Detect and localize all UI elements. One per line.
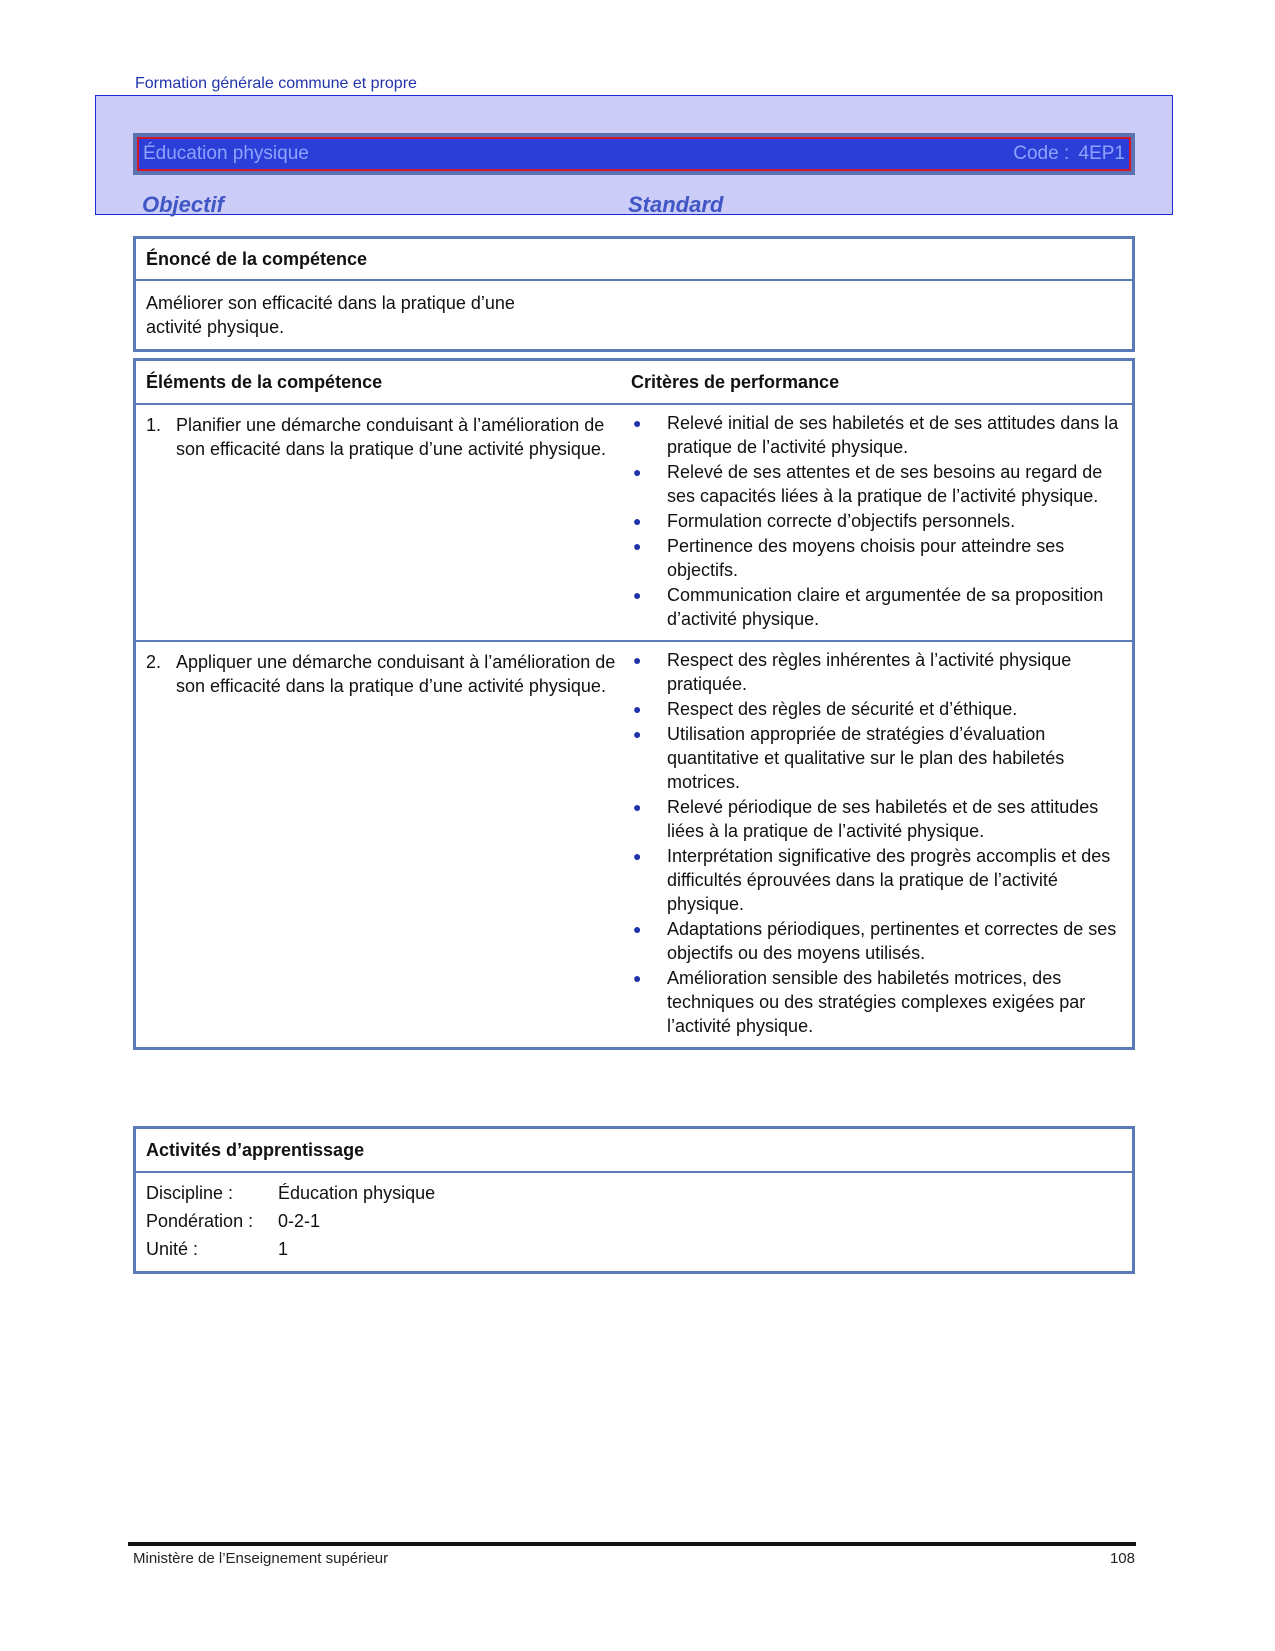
bullet-icon: ● xyxy=(633,415,642,431)
course-title-word-2: physique xyxy=(232,143,309,164)
activite-row xyxy=(146,1179,1122,1207)
activites-heading: Activités d’apprentissage xyxy=(136,1129,1132,1173)
program-label: Formation générale commune et propre xyxy=(135,75,417,92)
criterion-item: ● Relevé périodique de ses habiletés et de ses attitudes liées à la pratique de l’activité physique. xyxy=(633,797,1099,841)
criterion-item: ● Relevé initial de ses habiletés et de ses attitudes dans la pratique de l’activité physique. xyxy=(633,413,1119,457)
enonce-heading: Énoncé de la compétence xyxy=(136,239,1132,281)
footer-ministry: Ministère de l’Enseignement supérieur xyxy=(133,1550,389,1567)
activite-row xyxy=(146,1207,1122,1235)
criteria-list xyxy=(631,642,1122,1047)
bullet-icon: ● xyxy=(633,464,642,480)
course-code xyxy=(1009,143,1125,165)
criteria-list xyxy=(631,405,1122,640)
criterion-item: ● Communication claire et argumentée de sa proposition d’activité physique. xyxy=(633,585,1104,629)
bullet-icon: ● xyxy=(633,513,642,529)
activite-key: Discipline : xyxy=(146,1183,234,1203)
bullet-icon: ● xyxy=(633,587,642,603)
criterion-item: ● Respect des règles de sécurité et d’éthique. xyxy=(633,699,1018,719)
element-text xyxy=(146,405,631,461)
bullet-icon: ● xyxy=(633,538,642,554)
criterion-item: ● Adaptations périodiques, pertinentes et correctes de ses objectifs ou des moyens utilisés. xyxy=(633,919,1117,963)
element-row xyxy=(136,642,1132,1047)
activite-row xyxy=(146,1235,1122,1263)
elements-box xyxy=(133,358,1135,1050)
criterion-item: ● Relevé de ses attentes et de ses besoins au regard de ses capacités liées à la pratique de l’activité physique. xyxy=(633,462,1103,506)
page-footer xyxy=(133,1550,1135,1567)
activites-box xyxy=(133,1126,1135,1274)
criterion-item: ● Interprétation significative des progrès accomplis et des difficultés éprouvées dans la pratique de l’activité physique. xyxy=(633,846,1111,914)
standard-label: Standard xyxy=(628,192,724,217)
elements-header xyxy=(136,361,1132,405)
course-code-label: Code : xyxy=(1013,143,1070,164)
enonce-line: activité physique. xyxy=(146,317,285,337)
bullet-icon: ● xyxy=(633,970,642,986)
course-title xyxy=(143,143,309,165)
course-title-inner xyxy=(137,137,1131,171)
course-title-word-1: Éducation xyxy=(143,143,228,164)
enonce-box xyxy=(133,236,1135,352)
elements-heading: Éléments de la compétence xyxy=(146,371,383,392)
activite-value: 0-2-1 xyxy=(278,1211,321,1231)
enonce-line: Améliorer son efficacité dans la pratique d’une xyxy=(146,293,515,313)
criterion-item: ● Pertinence des moyens choisis pour atteindre ses objectifs. xyxy=(633,536,1065,580)
criterion-item: ● Respect des règles inhérentes à l’activité physique pratiquée. xyxy=(633,650,1072,694)
bullet-icon: ● xyxy=(633,848,642,864)
course-title-bar xyxy=(133,133,1135,175)
footer-rule xyxy=(128,1542,1136,1546)
objectif-label: Objectif xyxy=(142,192,224,217)
element-description: Appliquer une démarche conduisant à l’amélioration de son efficacité dans la pratique d’une activité physique. xyxy=(176,652,616,696)
bullet-icon: ● xyxy=(633,701,642,717)
criterion-item: ● Utilisation appropriée de stratégies d’évaluation quantitative et qualitative sur le plan des habiletés motrices. xyxy=(633,724,1065,792)
element-row xyxy=(136,405,1132,642)
activites-body xyxy=(136,1173,1132,1271)
bullet-icon: ● xyxy=(633,921,642,937)
activite-value: Éducation physique xyxy=(278,1183,436,1203)
activite-key: Pondération : xyxy=(146,1211,254,1231)
bullet-icon: ● xyxy=(633,799,642,815)
criterion-item: ● Formulation correcte d’objectifs personnels. xyxy=(633,511,1016,531)
criteria-heading: Critères de performance xyxy=(631,371,840,392)
element-text xyxy=(146,642,631,698)
criterion-item: ● Amélioration sensible des habiletés motrices, des techniques ou des stratégies complexes exigées par l’activité physique. xyxy=(633,968,1086,1036)
activite-key: Unité : xyxy=(146,1239,199,1259)
element-description: Planifier une démarche conduisant à l’amélioration de son efficacité dans la pratique d’une activité physique. xyxy=(176,415,606,459)
element-number: 2. xyxy=(146,652,162,672)
course-code-value: 4EP1 xyxy=(1078,143,1125,164)
activite-value: 1 xyxy=(278,1239,289,1259)
bullet-icon: ● xyxy=(633,726,642,742)
bullet-icon: ● xyxy=(633,652,642,668)
element-number: 1. xyxy=(146,415,162,435)
page-number: 108 xyxy=(1109,1550,1135,1567)
enonce-text xyxy=(136,281,1132,349)
